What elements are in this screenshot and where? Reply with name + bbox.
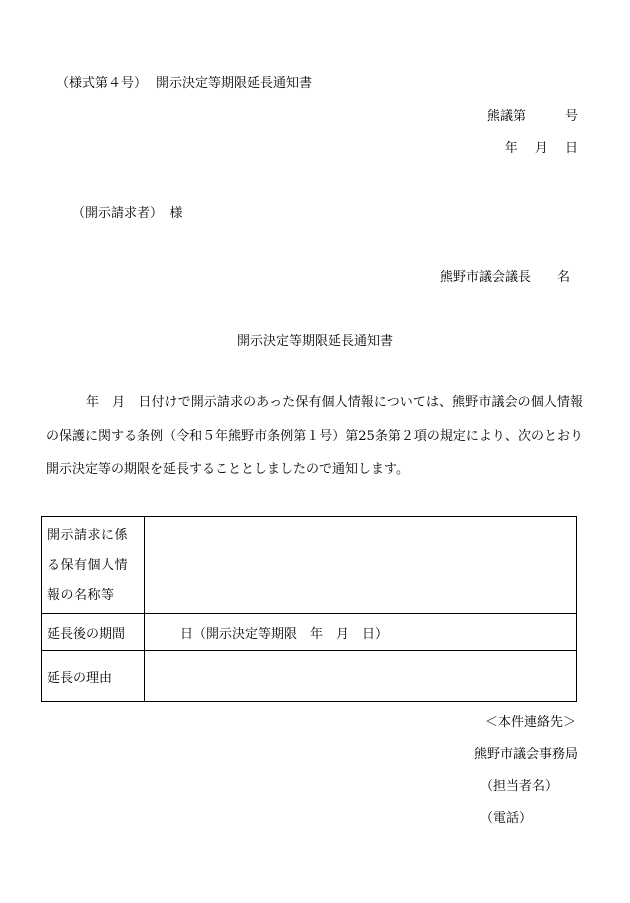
item-name-label-line-2: る保有個人情 <box>47 558 129 573</box>
item-name-label-line-1: 開示請求に係 <box>47 528 129 543</box>
item-name-value <box>145 517 577 614</box>
extended-period-value: 日（開示決定等期限 年 月 日） <box>180 626 389 642</box>
info-table <box>41 516 577 702</box>
contact-person: （担当者名） <box>479 779 558 794</box>
extension-reason-value <box>145 651 577 702</box>
contact-office: 熊野市議会事務局 <box>473 747 578 762</box>
table-row-extension-reason <box>42 651 577 702</box>
reference-number: 熊議第 号 <box>486 109 578 124</box>
main-title: 開示決定等期限延長通知書 <box>236 334 393 349</box>
form-number: （様式第４号） <box>56 76 148 91</box>
recipient: （開示請求者） 様 <box>72 206 183 221</box>
contact-heading: ＜本件連絡先＞ <box>484 715 576 730</box>
contact-phone: （電話） <box>479 811 532 826</box>
table-row-item-name <box>42 517 577 614</box>
item-name-label-cell <box>42 517 145 614</box>
sender: 熊野市議会議長 名 <box>439 270 570 285</box>
body-text: 年 月 日付けで開示請求のあった保有個人情報については、熊野市議会の個人情報の保護に関する条例（令和５年熊野市条例第１号）第25条第２項の規定により、次のとおり開示決定等の期限を延長することとしましたので通知します。 <box>46 395 583 477</box>
table-row-extended-period <box>42 614 577 651</box>
extended-period-label: 延長後の期間 <box>42 614 145 651</box>
extended-period-value-cell <box>145 614 577 651</box>
document-date: 年 月 日 <box>504 141 578 156</box>
extension-reason-label: 延長の理由 <box>42 651 145 702</box>
item-name-label-line-3: 報の名称等 <box>47 588 115 603</box>
header-title: 開示決定等期限延長通知書 <box>156 76 313 91</box>
